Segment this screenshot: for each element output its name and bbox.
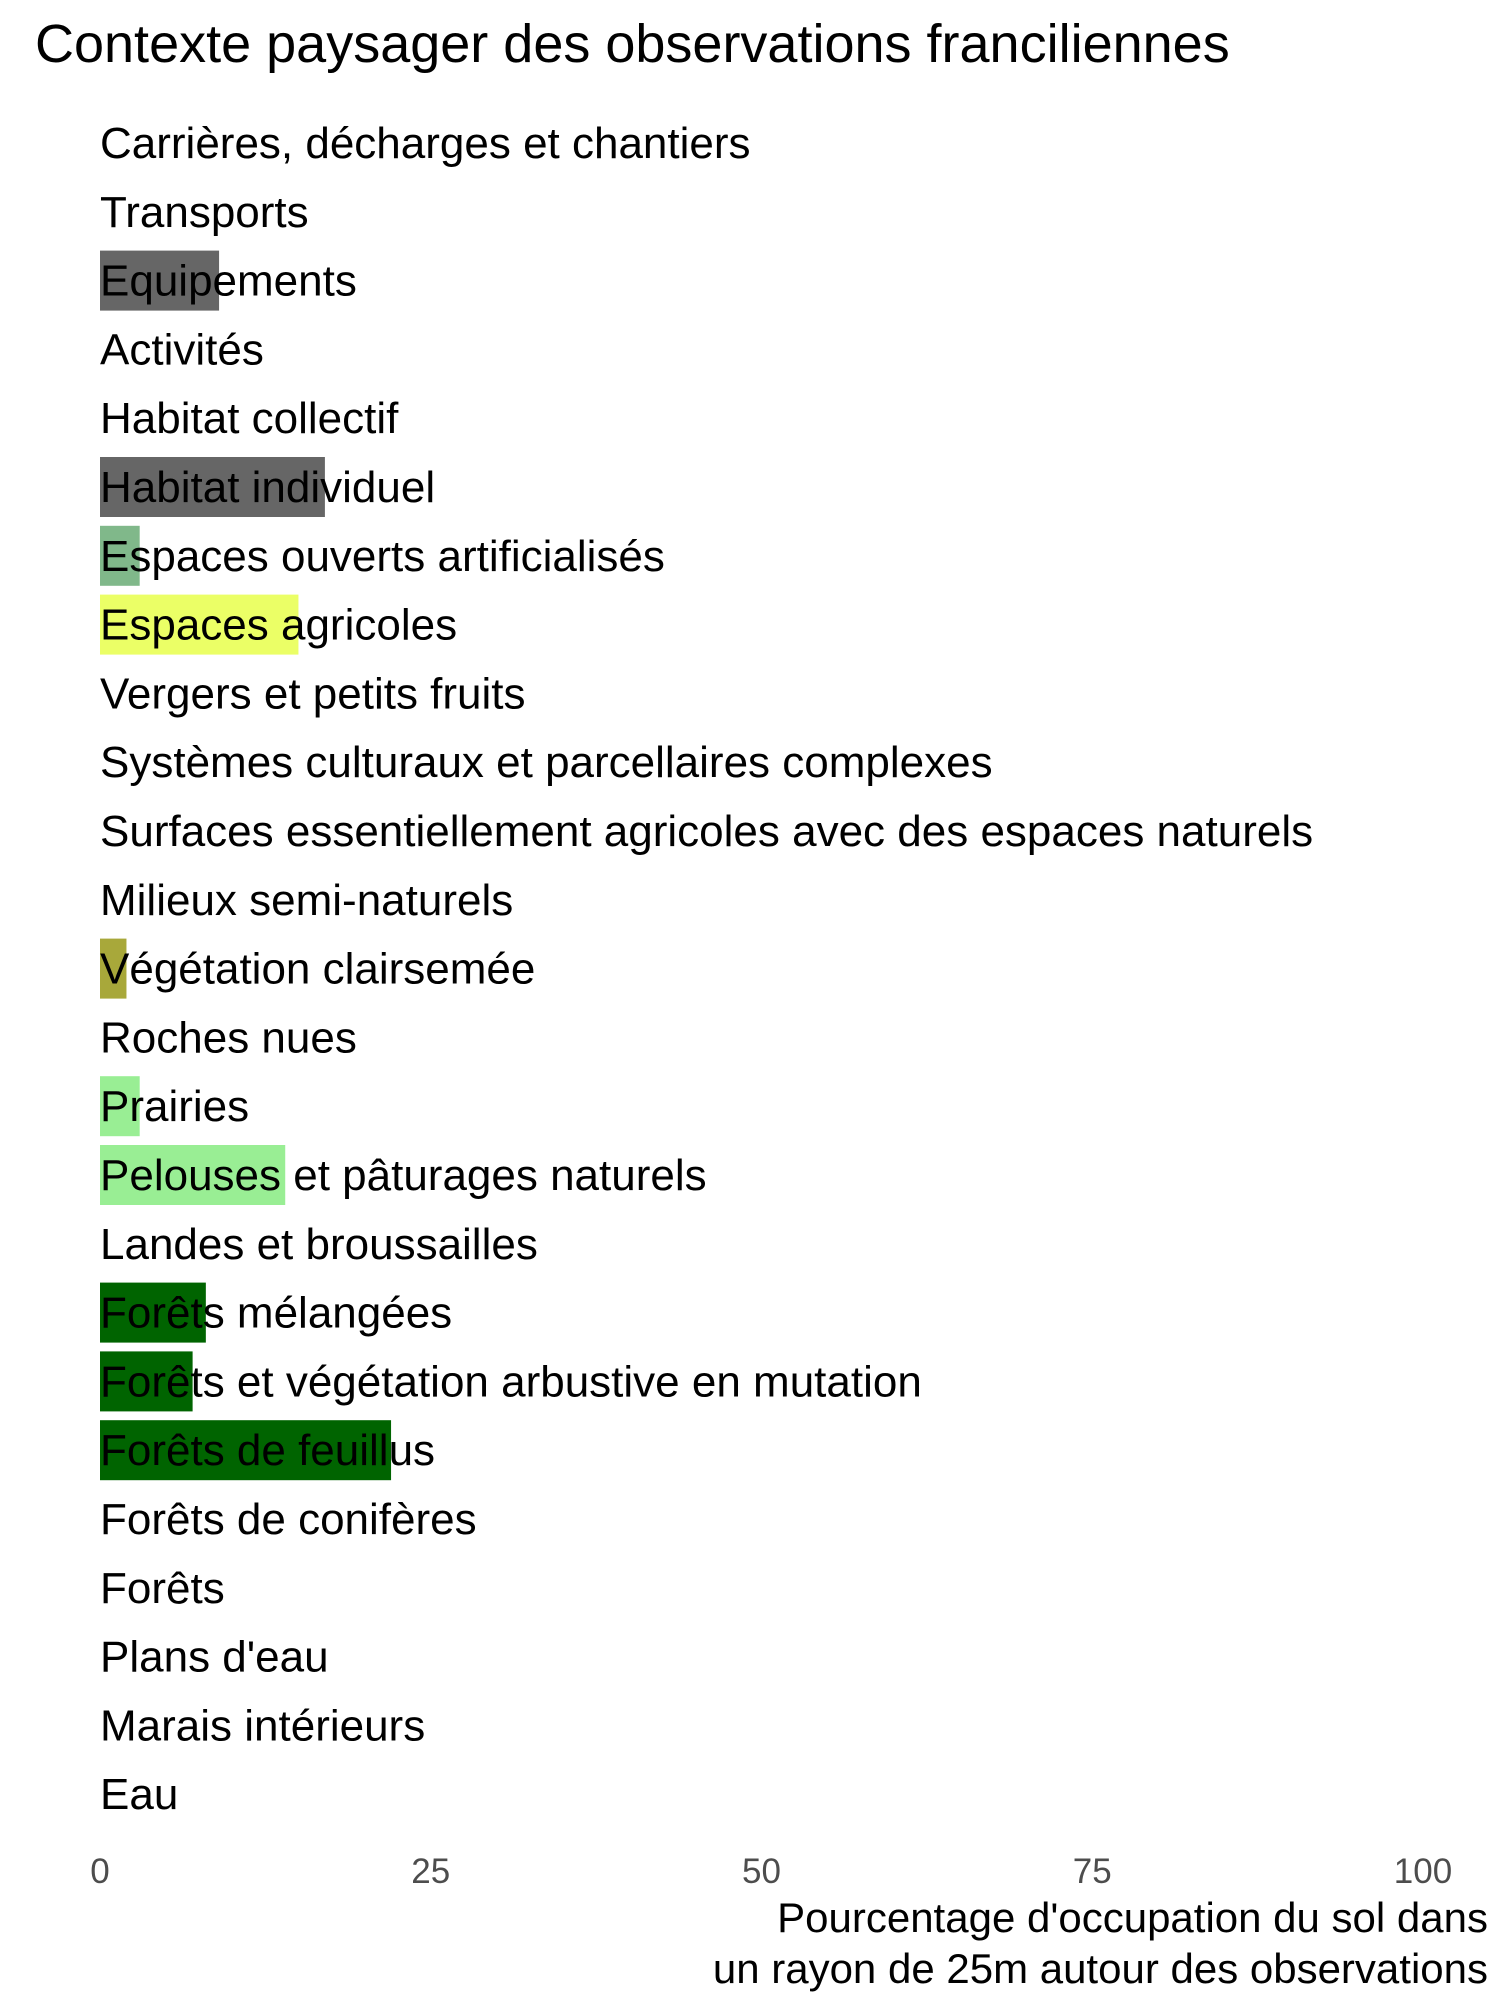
category-label-17: Forêts mélangées	[100, 1288, 453, 1338]
category-label-7: Espaces agricoles	[100, 600, 458, 650]
x-tick-label-2: 50	[742, 1852, 781, 1891]
category-label-4: Habitat collectif	[100, 394, 399, 444]
category-label-10: Surfaces essentiellement agricoles avec des espaces naturels	[100, 807, 1314, 856]
category-label-3: Activités	[100, 325, 264, 375]
category-label-11: Milieux semi-naturels	[100, 875, 514, 925]
x-axis-title-line-2: un rayon de 25m autour des observations	[712, 1945, 1488, 1992]
category-label-20: Forêts de conifères	[100, 1495, 477, 1544]
chart-title: Contexte paysager des observations franciliennes	[35, 14, 1230, 74]
category-label-13: Roches nues	[100, 1013, 357, 1063]
category-label-0: Carrières, décharges et chantiers	[100, 119, 751, 168]
x-tick-label-1: 25	[411, 1852, 451, 1891]
category-label-21: Forêts	[100, 1563, 225, 1613]
x-tick-label-0: 0	[90, 1852, 110, 1891]
category-label-9: Systèmes culturaux et parcellaires complexes	[100, 738, 993, 788]
category-label-12: Végétation clairsemée	[100, 944, 536, 994]
x-axis-title-line-1: Pourcentage d'occupation du sol dans	[777, 1894, 1488, 1941]
category-label-19: Forêts de feuillus	[100, 1426, 436, 1476]
category-label-5: Habitat individuel	[100, 463, 436, 512]
category-label-8: Vergers et petits fruits	[100, 669, 526, 719]
category-label-6: Espaces ouverts artificialisés	[100, 531, 665, 581]
x-tick-label-3: 75	[1072, 1852, 1112, 1891]
category-label-23: Marais intérieurs	[100, 1701, 426, 1751]
category-label-2: Equipements	[100, 256, 357, 306]
category-label-22: Plans d'eau	[100, 1632, 329, 1682]
category-label-16: Landes et broussailles	[100, 1219, 538, 1269]
x-tick-label-4: 100	[1393, 1852, 1453, 1891]
category-label-14: Prairies	[100, 1082, 250, 1132]
category-label-1: Transports	[100, 187, 309, 237]
category-label-24: Eau	[100, 1770, 179, 1820]
x-axis-ticks	[90, 1852, 1452, 1891]
category-label-15: Pelouses et pâturages naturels	[100, 1151, 707, 1200]
category-label-18: Forêts et végétation arbustive en mutation	[100, 1357, 922, 1407]
category-labels	[100, 119, 1313, 1819]
